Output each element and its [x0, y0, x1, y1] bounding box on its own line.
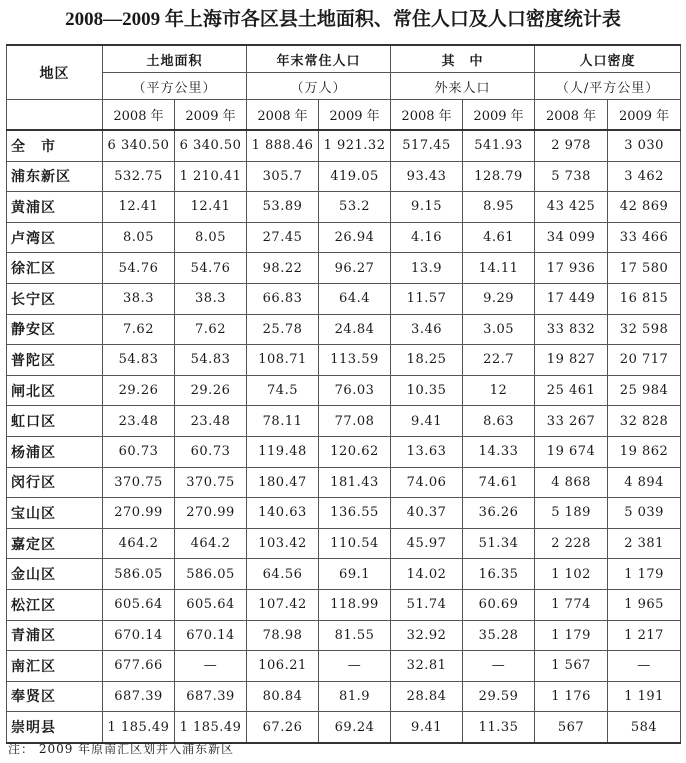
cell-area-2008: 54.76	[103, 253, 175, 284]
cell-den-2009: 32 598	[608, 314, 681, 345]
table-body	[7, 130, 681, 743]
cell-area-2008: 464.2	[103, 528, 175, 559]
cell-region: 黄浦区	[7, 192, 103, 223]
table-row	[7, 375, 681, 406]
cell-pop-2008: 67.26	[247, 712, 319, 743]
cell-den-2009: 16 815	[608, 283, 681, 314]
cell-area-2008: 605.64	[103, 589, 175, 620]
cell-den-2008: 5 189	[535, 498, 608, 529]
cell-pop-2008: 78.98	[247, 620, 319, 651]
cell-mig-2009: 36.26	[463, 498, 535, 529]
cell-den-2008: 2 228	[535, 528, 608, 559]
cell-pop-2009: 120.62	[319, 436, 391, 467]
cell-region: 全 市	[7, 130, 103, 161]
cell-mig-2009: 14.33	[463, 436, 535, 467]
cell-area-2008: 8.05	[103, 222, 175, 253]
table-row	[7, 130, 681, 161]
cell-pop-2008: 66.83	[247, 283, 319, 314]
cell-mig-2009: 16.35	[463, 559, 535, 590]
cell-mig-2008: 32.92	[391, 620, 463, 651]
header-density: 人口密度	[535, 45, 681, 73]
cell-mig-2008: 93.43	[391, 161, 463, 192]
table-row	[7, 620, 681, 651]
cell-area-2009: —	[175, 651, 247, 682]
header-resident-pop-unit: （万人）	[247, 73, 391, 100]
cell-mig-2008: 13.9	[391, 253, 463, 284]
cell-pop-2009: 69.24	[319, 712, 391, 743]
cell-den-2008: 1 102	[535, 559, 608, 590]
cell-pop-2008: 180.47	[247, 467, 319, 498]
cell-mig-2009: 12	[463, 375, 535, 406]
cell-pop-2009: 113.59	[319, 345, 391, 376]
table-row	[7, 467, 681, 498]
cell-den-2009: 584	[608, 712, 681, 743]
cell-den-2008: 33 267	[535, 406, 608, 437]
cell-region: 青浦区	[7, 620, 103, 651]
cell-pop-2008: 27.45	[247, 222, 319, 253]
cell-pop-2008: 78.11	[247, 406, 319, 437]
cell-den-2009: 1 191	[608, 681, 681, 712]
cell-pop-2009: 181.43	[319, 467, 391, 498]
cell-mig-2009: —	[463, 651, 535, 682]
header-year-2008: 2008 年	[247, 100, 319, 131]
table-row	[7, 436, 681, 467]
cell-region: 虹口区	[7, 406, 103, 437]
cell-pop-2008: 98.22	[247, 253, 319, 284]
header-region: 地区	[7, 45, 103, 100]
footnote: 注： 2009 年原南汇区划并入浦东新区	[8, 742, 235, 756]
cell-mig-2009: 35.28	[463, 620, 535, 651]
table-row	[7, 498, 681, 529]
table-row	[7, 314, 681, 345]
cell-region: 杨浦区	[7, 436, 103, 467]
cell-pop-2008: 103.42	[247, 528, 319, 559]
cell-pop-2009: 77.08	[319, 406, 391, 437]
table-row	[7, 528, 681, 559]
cell-area-2009: 1 210.41	[175, 161, 247, 192]
cell-region: 长宁区	[7, 283, 103, 314]
table-row	[7, 651, 681, 682]
table-row	[7, 283, 681, 314]
cell-area-2009: 586.05	[175, 559, 247, 590]
cell-pop-2009: 69.1	[319, 559, 391, 590]
table-row	[7, 345, 681, 376]
cell-pop-2009: 81.9	[319, 681, 391, 712]
cell-pop-2008: 53.89	[247, 192, 319, 223]
cell-area-2008: 370.75	[103, 467, 175, 498]
cell-area-2008: 38.3	[103, 283, 175, 314]
cell-den-2009: 3 030	[608, 130, 681, 161]
cell-mig-2009: 8.95	[463, 192, 535, 223]
cell-area-2008: 670.14	[103, 620, 175, 651]
cell-mig-2008: 32.81	[391, 651, 463, 682]
cell-area-2009: 54.76	[175, 253, 247, 284]
cell-den-2009: 20 717	[608, 345, 681, 376]
cell-region: 奉贤区	[7, 681, 103, 712]
cell-mig-2009: 29.59	[463, 681, 535, 712]
cell-region: 普陀区	[7, 345, 103, 376]
cell-mig-2008: 18.25	[391, 345, 463, 376]
cell-den-2008: 1 176	[535, 681, 608, 712]
cell-area-2008: 54.83	[103, 345, 175, 376]
cell-mig-2008: 9.41	[391, 712, 463, 743]
cell-area-2009: 60.73	[175, 436, 247, 467]
cell-mig-2008: 9.15	[391, 192, 463, 223]
cell-area-2008: 6 340.50	[103, 130, 175, 161]
cell-pop-2009: 26.94	[319, 222, 391, 253]
cell-pop-2008: 106.21	[247, 651, 319, 682]
cell-den-2009: 2 381	[608, 528, 681, 559]
cell-den-2008: 1 567	[535, 651, 608, 682]
cell-den-2009: 3 462	[608, 161, 681, 192]
cell-pop-2008: 1 888.46	[247, 130, 319, 161]
cell-mig-2009: 128.79	[463, 161, 535, 192]
cell-region: 宝山区	[7, 498, 103, 529]
cell-mig-2008: 28.84	[391, 681, 463, 712]
cell-pop-2009: 53.2	[319, 192, 391, 223]
cell-mig-2009: 22.7	[463, 345, 535, 376]
cell-pop-2008: 107.42	[247, 589, 319, 620]
cell-pop-2009: 96.27	[319, 253, 391, 284]
cell-pop-2008: 80.84	[247, 681, 319, 712]
cell-den-2008: 33 832	[535, 314, 608, 345]
cell-mig-2008: 74.06	[391, 467, 463, 498]
cell-pop-2009: 110.54	[319, 528, 391, 559]
header-migrant-pop: 外来人口	[391, 73, 535, 100]
cell-area-2009: 12.41	[175, 192, 247, 223]
cell-area-2009: 54.83	[175, 345, 247, 376]
cell-mig-2009: 9.29	[463, 283, 535, 314]
cell-den-2009: 1 179	[608, 559, 681, 590]
cell-den-2009: 33 466	[608, 222, 681, 253]
header-density-unit: （人/平方公里）	[535, 73, 681, 100]
cell-mig-2008: 517.45	[391, 130, 463, 161]
cell-den-2009: —	[608, 651, 681, 682]
cell-area-2009: 29.26	[175, 375, 247, 406]
cell-area-2009: 464.2	[175, 528, 247, 559]
cell-den-2008: 19 827	[535, 345, 608, 376]
cell-den-2009: 4 894	[608, 467, 681, 498]
header-resident-pop: 年末常住人口	[247, 45, 391, 73]
cell-den-2009: 42 869	[608, 192, 681, 223]
cell-pop-2008: 25.78	[247, 314, 319, 345]
cell-den-2008: 2 978	[535, 130, 608, 161]
cell-den-2008: 25 461	[535, 375, 608, 406]
cell-den-2009: 19 862	[608, 436, 681, 467]
table-row	[7, 712, 681, 743]
cell-den-2008: 4 868	[535, 467, 608, 498]
page-title: 2008—2009 年上海市各区县土地面积、常住人口及人口密度统计表	[65, 9, 621, 30]
cell-den-2008: 19 674	[535, 436, 608, 467]
cell-mig-2008: 3.46	[391, 314, 463, 345]
cell-pop-2009: 64.4	[319, 283, 391, 314]
header-year-2009: 2009 年	[175, 100, 247, 131]
cell-area-2009: 6 340.50	[175, 130, 247, 161]
cell-region: 松江区	[7, 589, 103, 620]
cell-mig-2008: 45.97	[391, 528, 463, 559]
cell-den-2008: 5 738	[535, 161, 608, 192]
table-row	[7, 406, 681, 437]
cell-den-2008: 43 425	[535, 192, 608, 223]
header-year-2008: 2008 年	[103, 100, 175, 131]
cell-mig-2008: 10.35	[391, 375, 463, 406]
cell-mig-2009: 14.11	[463, 253, 535, 284]
cell-mig-2009: 8.63	[463, 406, 535, 437]
cell-mig-2008: 9.41	[391, 406, 463, 437]
table-container	[6, 44, 680, 744]
cell-region: 闸北区	[7, 375, 103, 406]
cell-area-2008: 270.99	[103, 498, 175, 529]
header-year-2009: 2009 年	[608, 100, 681, 131]
header-year-2008: 2008 年	[535, 100, 608, 131]
table-row	[7, 681, 681, 712]
cell-area-2008: 687.39	[103, 681, 175, 712]
cell-pop-2009: 136.55	[319, 498, 391, 529]
cell-mig-2009: 541.93	[463, 130, 535, 161]
table-row	[7, 161, 681, 192]
cell-area-2009: 605.64	[175, 589, 247, 620]
cell-pop-2009: 81.55	[319, 620, 391, 651]
cell-mig-2008: 40.37	[391, 498, 463, 529]
header-year-2009: 2009 年	[319, 100, 391, 131]
table-header	[7, 45, 681, 130]
cell-area-2009: 370.75	[175, 467, 247, 498]
cell-region: 金山区	[7, 559, 103, 590]
cell-area-2009: 23.48	[175, 406, 247, 437]
cell-den-2008: 17 449	[535, 283, 608, 314]
cell-pop-2008: 64.56	[247, 559, 319, 590]
cell-den-2009: 1 217	[608, 620, 681, 651]
header-year-2008: 2008 年	[391, 100, 463, 131]
cell-den-2009: 5 039	[608, 498, 681, 529]
cell-region: 卢湾区	[7, 222, 103, 253]
cell-den-2009: 32 828	[608, 406, 681, 437]
cell-area-2009: 1 185.49	[175, 712, 247, 743]
cell-region: 徐汇区	[7, 253, 103, 284]
header-of-which: 其 中	[391, 45, 535, 73]
header-blank	[7, 100, 103, 131]
cell-area-2008: 12.41	[103, 192, 175, 223]
cell-area-2008: 23.48	[103, 406, 175, 437]
cell-pop-2008: 305.7	[247, 161, 319, 192]
table-row	[7, 222, 681, 253]
cell-area-2009: 8.05	[175, 222, 247, 253]
cell-region: 浦东新区	[7, 161, 103, 192]
table-row	[7, 559, 681, 590]
statistics-table	[6, 44, 681, 744]
cell-pop-2009: 24.84	[319, 314, 391, 345]
cell-region: 嘉定区	[7, 528, 103, 559]
cell-pop-2008: 74.5	[247, 375, 319, 406]
cell-mig-2008: 13.63	[391, 436, 463, 467]
cell-area-2008: 60.73	[103, 436, 175, 467]
cell-pop-2008: 140.63	[247, 498, 319, 529]
cell-area-2009: 687.39	[175, 681, 247, 712]
cell-den-2009: 1 965	[608, 589, 681, 620]
cell-area-2009: 7.62	[175, 314, 247, 345]
cell-pop-2009: 1 921.32	[319, 130, 391, 161]
cell-area-2008: 29.26	[103, 375, 175, 406]
cell-den-2008: 17 936	[535, 253, 608, 284]
cell-mig-2009: 3.05	[463, 314, 535, 345]
cell-area-2009: 270.99	[175, 498, 247, 529]
cell-mig-2008: 4.16	[391, 222, 463, 253]
cell-pop-2009: 76.03	[319, 375, 391, 406]
cell-mig-2009: 74.61	[463, 467, 535, 498]
cell-den-2009: 25 984	[608, 375, 681, 406]
cell-den-2008: 567	[535, 712, 608, 743]
cell-den-2009: 17 580	[608, 253, 681, 284]
cell-region: 南汇区	[7, 651, 103, 682]
header-year-2009: 2009 年	[463, 100, 535, 131]
cell-area-2008: 677.66	[103, 651, 175, 682]
cell-pop-2008: 119.48	[247, 436, 319, 467]
cell-region: 静安区	[7, 314, 103, 345]
cell-area-2009: 670.14	[175, 620, 247, 651]
header-land-area-unit: （平方公里）	[103, 73, 247, 100]
cell-den-2008: 1 179	[535, 620, 608, 651]
cell-pop-2008: 108.71	[247, 345, 319, 376]
cell-pop-2009: 118.99	[319, 589, 391, 620]
cell-area-2008: 1 185.49	[103, 712, 175, 743]
cell-mig-2008: 51.74	[391, 589, 463, 620]
cell-area-2008: 7.62	[103, 314, 175, 345]
table-row	[7, 192, 681, 223]
cell-area-2009: 38.3	[175, 283, 247, 314]
header-land-area: 土地面积	[103, 45, 247, 73]
table-row	[7, 253, 681, 284]
cell-mig-2009: 4.61	[463, 222, 535, 253]
cell-den-2008: 34 099	[535, 222, 608, 253]
cell-mig-2009: 11.35	[463, 712, 535, 743]
cell-region: 崇明县	[7, 712, 103, 743]
cell-mig-2009: 51.34	[463, 528, 535, 559]
cell-den-2008: 1 774	[535, 589, 608, 620]
cell-pop-2009: 419.05	[319, 161, 391, 192]
cell-mig-2008: 11.57	[391, 283, 463, 314]
cell-area-2008: 586.05	[103, 559, 175, 590]
cell-region: 闵行区	[7, 467, 103, 498]
cell-mig-2009: 60.69	[463, 589, 535, 620]
cell-area-2008: 532.75	[103, 161, 175, 192]
cell-mig-2008: 14.02	[391, 559, 463, 590]
table-row	[7, 589, 681, 620]
cell-pop-2009: —	[319, 651, 391, 682]
